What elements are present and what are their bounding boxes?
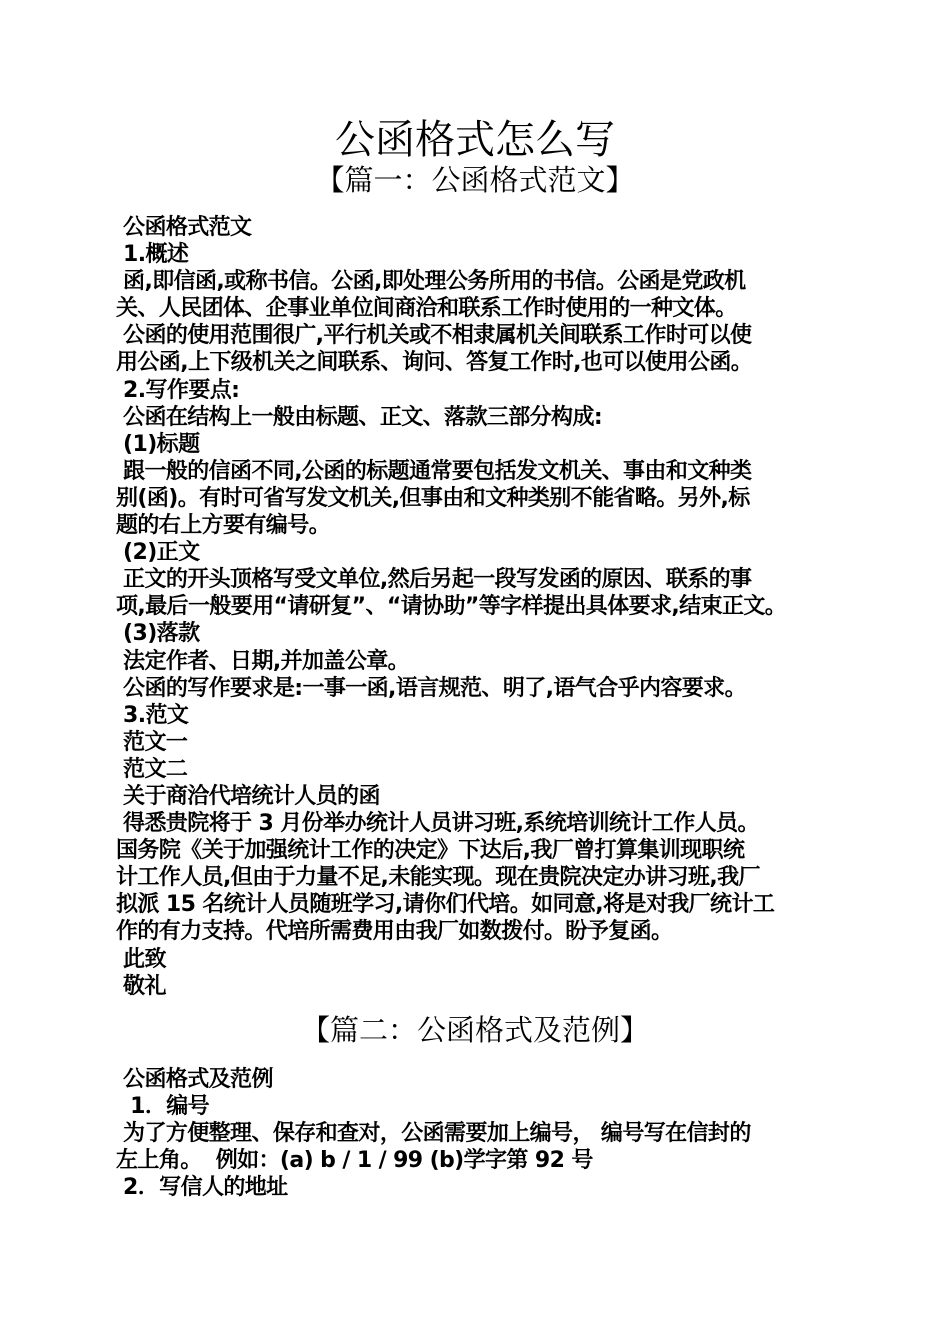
text-line: 用公函,上下级机关之间联系、询问、答复工作时,也可以使用公函。 [116, 350, 753, 376]
text-line: 法定作者、日期,并加盖公章。 [116, 648, 410, 674]
text-line: 函,即信函,或称书信。公函,即处理公务所用的书信。公函是党政机 [116, 269, 746, 295]
section-1-body [116, 214, 828, 1000]
text-line: 关、人民团体、企事业单位间商洽和联系工作时使用的一种文体。 [116, 296, 737, 322]
section-2-heading: 【篇二：公函格式及范例】 [300, 1013, 649, 1047]
text-line: 公函的写作要求是:一事一函,语言规范、明了,语气合乎内容要求。 [116, 675, 746, 701]
text-line: 正文的开头顶格写受文单位,然后另起一段写发函的原因、联系的事 [116, 567, 752, 593]
text-line: 拟派 15 名统计人员随班学习,请你们代培。如同意,将是对我厂统计工 [116, 892, 775, 918]
text-line: 作的有力支持。代培所需费用由我厂如数拨付。盼予复函。 [116, 919, 673, 945]
text-line: 敬礼 [116, 973, 166, 999]
text-line: 1.概述 [116, 242, 189, 268]
text-line: 关于商洽代培统计人员的函 [116, 783, 380, 809]
text-line: 得悉贵院将于 3 月份举办统计人员讲习班,系统培训统计工作人员。 [116, 811, 759, 837]
section-2-body [116, 1066, 828, 1201]
text-line: 2．写信人的地址 [116, 1175, 288, 1201]
text-line: 计工作人员,但由于力量不足,未能实现。现在贵院决定办讲习班,我厂 [116, 865, 760, 891]
text-line: 项,最后一般要用“请研复”、“请协助”等字样提出具体要求,结束正文。 [116, 594, 787, 620]
text-line: (2)正文 [116, 540, 200, 566]
text-line: 题的右上方要有编号。 [116, 513, 331, 539]
text-line: (3)落款 [116, 621, 200, 647]
text-line: 范文一 [116, 729, 188, 755]
text-line: 为了方便整理、保存和查对，公函需要加上编号， 编号写在信封的 [116, 1121, 751, 1147]
text-line: 1．编号 [116, 1094, 210, 1120]
text-line: (1)标题 [116, 431, 200, 457]
text-line: 范文二 [116, 756, 188, 782]
text-line: 此致 [116, 946, 166, 972]
text-line: 国务院《关于加强统计工作的决定》下达后,我厂曾打算集训现职统 [116, 838, 745, 864]
text-line: 左上角。 例如：(a) b / 1 / 99 (b)学字第 92 号 [116, 1148, 593, 1174]
document-title: 公函格式怎么写 [335, 117, 615, 163]
text-line: 公函的使用范围很广,平行机关或不相隶属机关间联系工作时可以使 [116, 323, 752, 349]
text-line: 别(函)。有时可省写发文机关,但事由和文种类别不能省略。另外,标 [116, 485, 750, 511]
text-line: 跟一般的信函不同,公函的标题通常要包括发文机关、事由和文种类 [116, 458, 752, 484]
text-line: 3.范文 [116, 702, 189, 728]
text-line: 公函格式范文 [116, 215, 252, 240]
text-line: 2.写作要点: [116, 377, 240, 403]
section-1-heading: 【篇一：公函格式范文】 [315, 163, 635, 197]
text-line: 公函在结构上一般由标题、正文、落款三部分构成: [116, 404, 603, 430]
text-line: 公函格式及范例 [116, 1067, 273, 1092]
